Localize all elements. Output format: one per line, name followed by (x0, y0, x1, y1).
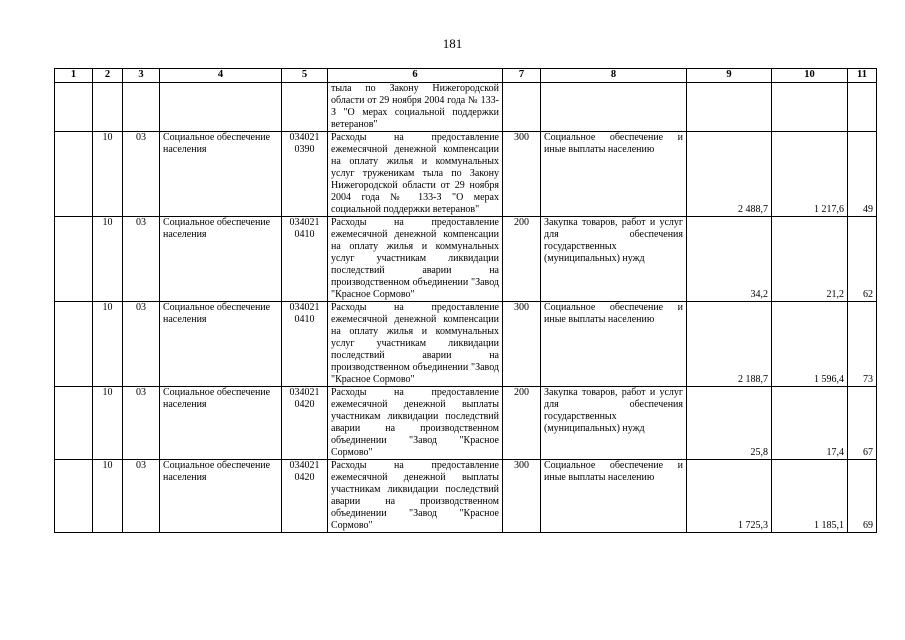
column-header: 2 (93, 69, 123, 83)
cell-description: Расходы на предоставление ежемесячной денежной компенсации на оплату жилья и коммунальных услуг участникам ликвидации последствий аварии на производственном объединении "Завод "Красное Сормово" (328, 302, 503, 387)
cell-plan (687, 83, 772, 132)
cell-section-name: Социальное обеспечение населения (160, 132, 282, 217)
cell-col-1 (55, 387, 93, 460)
cell-section: 10 (93, 132, 123, 217)
cell-expense-type: 200 (503, 387, 541, 460)
cell-expense-type-name: Социальное обеспечение и иные выплаты населению (541, 132, 687, 217)
cell-col-1 (55, 132, 93, 217)
cell-expense-type-name: Закупка товаров, работ и услуг для обеспечения государственных (муниципальных) нужд (541, 387, 687, 460)
cell-section-name: Социальное обеспечение населения (160, 302, 282, 387)
cell-expense-type-name: Закупка товаров, работ и услуг для обеспечения государственных (муниципальных) нужд (541, 217, 687, 302)
cell-percent (848, 83, 877, 132)
cell-actual: 1 185,1 (772, 460, 848, 533)
cell-expense-type: 300 (503, 132, 541, 217)
cell-plan: 2 188,7 (687, 302, 772, 387)
cell-target-article: 034021 0410 (282, 217, 328, 302)
cell-section-name: Социальное обеспечение населения (160, 217, 282, 302)
cell-percent: 73 (848, 302, 877, 387)
cell-expense-type-name: Социальное обеспечение и иные выплаты населению (541, 302, 687, 387)
cell-actual: 1 596,4 (772, 302, 848, 387)
cell-subsection: 03 (123, 387, 160, 460)
cell-percent: 49 (848, 132, 877, 217)
cell-expense-type-name: Социальное обеспечение и иные выплаты населению (541, 460, 687, 533)
column-header: 8 (541, 69, 687, 83)
budget-table (54, 68, 877, 533)
cell-description: Расходы на предоставление ежемесячной денежной выплаты участникам ликвидации последствий аварии на производственном объединении "Завод "Красное Сормово" (328, 387, 503, 460)
table-row (55, 132, 877, 217)
cell-expense-type: 300 (503, 302, 541, 387)
cell-description: Расходы на предоставление ежемесячной денежной выплаты участникам ликвидации последствий аварии на производственном объединении "Завод "Красное Сормово" (328, 460, 503, 533)
cell-section-name: Социальное обеспечение населения (160, 387, 282, 460)
column-header: 6 (328, 69, 503, 83)
cell-target-article: 034021 0420 (282, 387, 328, 460)
table-row (55, 217, 877, 302)
cell-col-1 (55, 302, 93, 387)
cell-section: 10 (93, 387, 123, 460)
cell-plan: 25,8 (687, 387, 772, 460)
cell-percent: 67 (848, 387, 877, 460)
cell-col-1 (55, 217, 93, 302)
cell-section (93, 83, 123, 132)
cell-section: 10 (93, 460, 123, 533)
cell-description: Расходы на предоставление ежемесячной денежной компенсации на оплату жилья и коммунальных услуг труженикам тыла по Закону Нижегородской области от 29 ноября 2004 года № 133-З "О мерах социальной поддержки ветеранов" (328, 132, 503, 217)
table-row (55, 460, 877, 533)
cell-description: тыла по Закону Нижегородской области от 29 ноября 2004 года № 133-З "О мерах социальной поддержки ветеранов" (328, 83, 503, 132)
cell-plan: 34,2 (687, 217, 772, 302)
table-row (55, 302, 877, 387)
cell-expense-type: 200 (503, 217, 541, 302)
cell-description: Расходы на предоставление ежемесячной денежной компенсации на оплату жилья и коммунальных услуг участникам ликвидации последствий аварии на производственном объединении "Завод "Красное Сормово" (328, 217, 503, 302)
cell-target-article: 034021 0420 (282, 460, 328, 533)
cell-section: 10 (93, 302, 123, 387)
table-row (55, 83, 877, 132)
cell-actual (772, 83, 848, 132)
cell-actual: 21,2 (772, 217, 848, 302)
cell-section-name (160, 83, 282, 132)
cell-section: 10 (93, 217, 123, 302)
cell-actual: 1 217,6 (772, 132, 848, 217)
cell-subsection (123, 83, 160, 132)
cell-section-name: Социальное обеспечение населения (160, 460, 282, 533)
cell-percent: 62 (848, 217, 877, 302)
cell-target-article: 034021 0410 (282, 302, 328, 387)
cell-subsection: 03 (123, 132, 160, 217)
column-header: 4 (160, 69, 282, 83)
cell-col-1 (55, 83, 93, 132)
column-header: 7 (503, 69, 541, 83)
cell-plan: 1 725,3 (687, 460, 772, 533)
page-number: 181 (442, 36, 463, 51)
cell-col-1 (55, 460, 93, 533)
cell-subsection: 03 (123, 217, 160, 302)
column-header: 5 (282, 69, 328, 83)
cell-target-article: 034021 0390 (282, 132, 328, 217)
cell-expense-type (503, 83, 541, 132)
cell-subsection: 03 (123, 302, 160, 387)
cell-target-article (282, 83, 328, 132)
cell-subsection: 03 (123, 460, 160, 533)
cell-expense-type: 300 (503, 460, 541, 533)
column-header: 1 (55, 69, 93, 83)
column-header: 9 (687, 69, 772, 83)
column-header: 11 (848, 69, 877, 83)
column-header: 3 (123, 69, 160, 83)
cell-actual: 17,4 (772, 387, 848, 460)
column-number-row (55, 69, 877, 83)
cell-expense-type-name (541, 83, 687, 132)
table-row (55, 387, 877, 460)
column-header: 10 (772, 69, 848, 83)
cell-plan: 2 488,7 (687, 132, 772, 217)
cell-percent: 69 (848, 460, 877, 533)
